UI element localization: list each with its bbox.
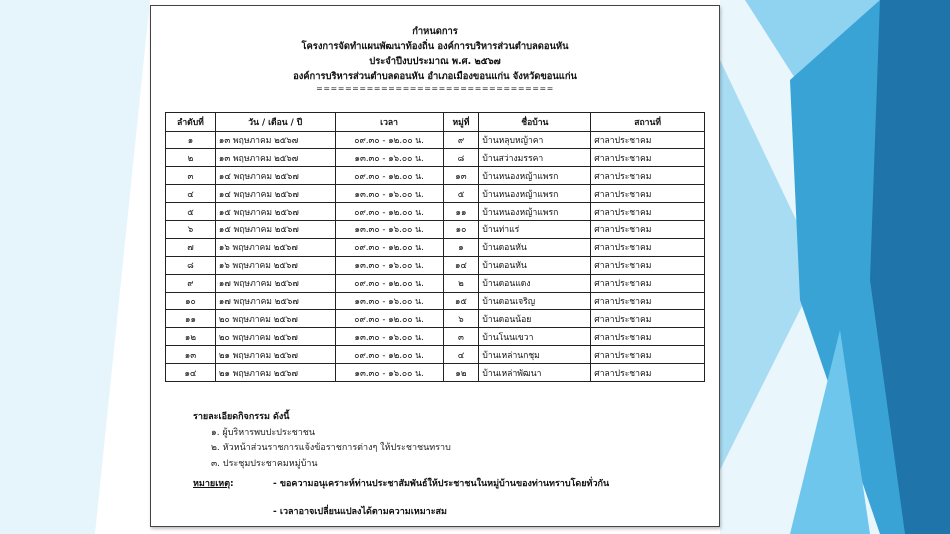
table-row <box>166 292 705 310</box>
cell-seq: ๑๔ <box>166 364 216 382</box>
table-row <box>166 238 705 256</box>
schedule-table <box>165 112 705 382</box>
header-village: ชื่อบ้าน <box>479 113 591 132</box>
cell-time: ๐๙.๓๐ - ๑๒.๐๐ น. <box>335 167 443 185</box>
cell-date: ๑๕ พฤษภาคม ๒๕๖๗ <box>215 220 335 238</box>
table-row <box>166 274 705 292</box>
cell-date: ๑๔ พฤษภาคม ๒๕๖๗ <box>215 185 335 203</box>
remarks-label <box>193 477 234 491</box>
cell-venue: ศาลาประชาคม <box>591 292 705 310</box>
cell-seq: ๘ <box>166 256 216 274</box>
table-row <box>166 149 705 167</box>
table-row <box>166 310 705 328</box>
cell-venue: ศาลาประชาคม <box>591 203 705 221</box>
header-project: โครงการจัดทำแผนพัฒนาท้องถิ่น องค์การบริหารส่วนตำบลดอนหัน <box>301 41 569 52</box>
cell-time: ๑๓.๓๐ - ๑๖.๐๐ น. <box>335 220 443 238</box>
document-header <box>151 24 719 93</box>
cell-moo: ๙ <box>443 131 479 149</box>
cell-moo: ๓ <box>443 328 479 346</box>
cell-time: ๐๙.๓๐ - ๑๒.๐๐ น. <box>335 131 443 149</box>
cell-moo: ๒ <box>443 274 479 292</box>
table-row <box>166 131 705 149</box>
header-moo: หมู่ที่ <box>443 113 479 132</box>
cell-time: ๑๓.๓๐ - ๑๖.๐๐ น. <box>335 292 443 310</box>
cell-village: บ้านเหล่าพัฒนา <box>479 364 591 382</box>
cell-moo: ๖ <box>443 310 479 328</box>
cell-venue: ศาลาประชาคม <box>591 149 705 167</box>
cell-seq: ๑๐ <box>166 292 216 310</box>
cell-time: ๐๙.๓๐ - ๑๒.๐๐ น. <box>335 238 443 256</box>
cell-village: บ้านเหล่านกชุม <box>479 346 591 364</box>
cell-venue: ศาลาประชาคม <box>591 310 705 328</box>
header-time: เวลา <box>335 113 443 132</box>
header-title: กำหนดการ <box>412 26 458 37</box>
document-page <box>150 5 720 527</box>
header-separator: ================================= <box>316 84 554 93</box>
remarks-label-text: หมายเหตุ <box>193 479 231 489</box>
cell-venue: ศาลาประชาคม <box>591 185 705 203</box>
cell-seq: ๕ <box>166 203 216 221</box>
cell-village: บ้านสว่างมรรคา <box>479 149 591 167</box>
activity-item: ๒. หัวหน้าส่วนราชการแจ้งข้อราชการต่างๆ ให้ประชาชนทราบ <box>211 443 451 453</box>
cell-time: ๑๓.๓๐ - ๑๖.๐๐ น. <box>335 149 443 167</box>
cell-moo: ๑๑ <box>443 203 479 221</box>
cell-seq: ๓ <box>166 167 216 185</box>
cell-time: ๑๓.๓๐ - ๑๖.๐๐ น. <box>335 364 443 382</box>
cell-moo: ๑๐ <box>443 220 479 238</box>
cell-seq: ๖ <box>166 220 216 238</box>
cell-date: ๑๖ พฤษภาคม ๒๕๖๗ <box>215 256 335 274</box>
cell-venue: ศาลาประชาคม <box>591 238 705 256</box>
cell-time: ๐๙.๓๐ - ๑๒.๐๐ น. <box>335 274 443 292</box>
cell-time: ๑๓.๓๐ - ๑๖.๐๐ น. <box>335 328 443 346</box>
cell-seq: ๑๓ <box>166 346 216 364</box>
cell-date: ๑๕ พฤษภาคม ๒๕๖๗ <box>215 203 335 221</box>
table-row <box>166 346 705 364</box>
cell-moo: ๘ <box>443 149 479 167</box>
cell-seq: ๑๒ <box>166 328 216 346</box>
remark-line: - เวลาอาจเปลี่ยนแปลงได้ตามความเหมาะสม <box>273 507 447 517</box>
header-date: วัน / เดือน / ปี <box>215 113 335 132</box>
cell-venue: ศาลาประชาคม <box>591 256 705 274</box>
cell-village: บ้านหนองหญ้าแพรก <box>479 167 591 185</box>
cell-venue: ศาลาประชาคม <box>591 274 705 292</box>
cell-time: ๑๓.๓๐ - ๑๖.๐๐ น. <box>335 185 443 203</box>
cell-time: ๐๙.๓๐ - ๑๒.๐๐ น. <box>335 346 443 364</box>
cell-village: บ้านดอนแดง <box>479 274 591 292</box>
cell-village: บ้านดอนหัน <box>479 256 591 274</box>
activities-section <box>193 410 451 472</box>
cell-date: ๑๗ พฤษภาคม ๒๕๖๗ <box>215 274 335 292</box>
cell-date: ๑๖ พฤษภาคม ๒๕๖๗ <box>215 238 335 256</box>
cell-village: บ้านหนองหญ้าแพรก <box>479 185 591 203</box>
cell-venue: ศาลาประชาคม <box>591 167 705 185</box>
header-organization: องค์การบริหารส่วนตำบลดอนหัน อำเภอเมืองขอนแก่น จังหวัดขอนแก่น <box>293 71 577 82</box>
cell-village: บ้านหลุบหญ้าคา <box>479 131 591 149</box>
cell-venue: ศาลาประชาคม <box>591 328 705 346</box>
cell-seq: ๙ <box>166 274 216 292</box>
table-row <box>166 203 705 221</box>
cell-village: บ้านดอนน้อย <box>479 310 591 328</box>
table-row <box>166 328 705 346</box>
cell-date: ๑๓ พฤษภาคม ๒๕๖๗ <box>215 131 335 149</box>
cell-moo: ๑๕ <box>443 292 479 310</box>
cell-seq: ๗ <box>166 238 216 256</box>
cell-village: บ้านหนองหญ้าแพรก <box>479 203 591 221</box>
cell-venue: ศาลาประชาคม <box>591 131 705 149</box>
cell-date: ๑๓ พฤษภาคม ๒๕๖๗ <box>215 149 335 167</box>
header-fiscal-year: ประจำปีงบประมาณ พ.ศ. ๒๕๖๗ <box>369 56 501 67</box>
cell-seq: ๔ <box>166 185 216 203</box>
activity-item: ๓. ประชุมประชาคมหมู่บ้าน <box>211 458 318 469</box>
cell-village: บ้านดอนเจริญ <box>479 292 591 310</box>
cell-venue: ศาลาประชาคม <box>591 364 705 382</box>
table-row <box>166 167 705 185</box>
cell-date: ๒๑ พฤษภาคม ๒๕๖๗ <box>215 364 335 382</box>
table-row <box>166 185 705 203</box>
cell-moo: ๔ <box>443 346 479 364</box>
cell-village: บ้านท่าแร่ <box>479 220 591 238</box>
cell-time: ๐๙.๓๐ - ๑๒.๐๐ น. <box>335 310 443 328</box>
cell-date: ๑๗ พฤษภาคม ๒๕๖๗ <box>215 292 335 310</box>
activity-item: ๑. ผู้บริหารพบปะประชาชน <box>211 427 316 438</box>
cell-moo: ๕ <box>443 185 479 203</box>
cell-venue: ศาลาประชาคม <box>591 220 705 238</box>
header-seq: ลำดับที่ <box>166 113 216 132</box>
cell-seq: ๑๑ <box>166 310 216 328</box>
cell-date: ๒๐ พฤษภาคม ๒๕๖๗ <box>215 328 335 346</box>
table-row <box>166 220 705 238</box>
cell-village: บ้านโนนเขวา <box>479 328 591 346</box>
cell-moo: ๑๓ <box>443 167 479 185</box>
cell-date: ๑๔ พฤษภาคม ๒๕๖๗ <box>215 167 335 185</box>
activities-title: รายละเอียดกิจกรรม ดังนี้ <box>193 412 290 422</box>
remarks-label-suffix: : <box>230 479 234 489</box>
cell-date: ๒๑ พฤษภาคม ๒๕๖๗ <box>215 346 335 364</box>
cell-village: บ้านดอนหัน <box>479 238 591 256</box>
cell-date: ๒๐ พฤษภาคม ๒๕๖๗ <box>215 310 335 328</box>
header-venue: สถานที่ <box>591 113 705 132</box>
table-row <box>166 364 705 382</box>
cell-seq: ๒ <box>166 149 216 167</box>
cell-moo: ๑ <box>443 238 479 256</box>
cell-seq: ๑ <box>166 131 216 149</box>
table-row <box>166 256 705 274</box>
cell-moo: ๑๔ <box>443 256 479 274</box>
cell-time: ๐๙.๓๐ - ๑๒.๐๐ น. <box>335 203 443 221</box>
table-header-row <box>166 113 705 132</box>
remark-line: - ขอความอนุเคราะห์ท่านประชาสัมพันธ์ให้ประชาชนในหมู่บ้านของท่านทราบโดยทั่วกัน <box>273 479 610 489</box>
cell-venue: ศาลาประชาคม <box>591 346 705 364</box>
cell-moo: ๑๒ <box>443 364 479 382</box>
cell-time: ๑๓.๓๐ - ๑๖.๐๐ น. <box>335 256 443 274</box>
